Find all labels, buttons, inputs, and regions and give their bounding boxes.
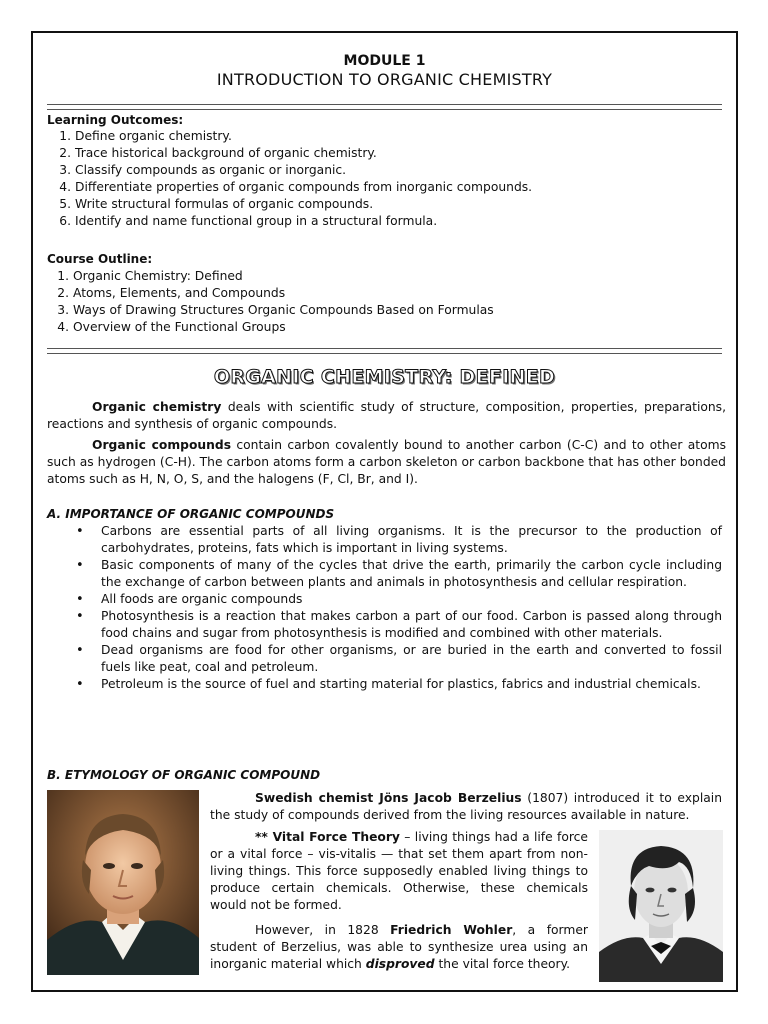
importance-heading: A. IMPORTANCE OF ORGANIC COMPOUNDS bbox=[47, 507, 335, 521]
learning-outcomes-list bbox=[49, 128, 532, 230]
double-rule-middle bbox=[47, 348, 722, 354]
list-item: 4. Overview of the Functional Groups bbox=[57, 320, 286, 334]
list-item: 4. Differentiate properties of organic compounds from inorganic compounds. bbox=[59, 180, 533, 194]
course-outline-list bbox=[47, 268, 494, 336]
importance-list bbox=[68, 523, 722, 693]
page-frame bbox=[31, 31, 738, 992]
list-item: • Carbons are essential parts of all living organisms. It is the precursor to the production of carbohydrates, proteins, fats which is important in living systems. bbox=[68, 523, 722, 557]
section-title: ORGANIC CHEMISTRY: DEFINED bbox=[213, 366, 556, 388]
list-item: 5. Write structural formulas of organic compounds. bbox=[59, 197, 374, 211]
list-item: 3. Classify compounds as organic or inorganic. bbox=[59, 163, 347, 177]
vital-force-paragraph: ** Vital Force Theory – living things had a life force or a vital force – vis-vitalis — that set them apart from non-living things. This force supposedly enabled living things to produce certain chemicals. Otherwise, these chemicals would not be formed. bbox=[210, 830, 588, 912]
list-item: 2. Trace historical background of organic chemistry. bbox=[59, 146, 377, 160]
list-item: 1. Define organic chemistry. bbox=[59, 129, 232, 143]
compounds-paragraph: Organic compounds contain carbon covalently bound to another carbon (C-C) and to other atoms such as hydrogen (C-H). The carbon atoms form a carbon skeleton or carbon backbone that has other bonded atoms such as H, N, O, S, and the halogens (F, Cl, Br, and I). bbox=[47, 438, 726, 486]
berzelius-portrait bbox=[47, 790, 199, 975]
list-item: 6. Identify and name functional group in a structural formula. bbox=[59, 214, 438, 228]
list-item: 3. Ways of Drawing Structures Organic Compounds Based on Formulas bbox=[57, 303, 494, 317]
learning-outcomes-heading: Learning Outcomes: bbox=[47, 113, 184, 127]
list-item: • Dead organisms are food for other organisms, or are buried in the earth and converted to fossil fuels like peat, coal and petroleum. bbox=[68, 642, 722, 676]
berzelius-paragraph: Swedish chemist Jöns Jacob Berzelius (1807) introduced it to explain the study of compounds derived from the living resources available in nature. bbox=[210, 791, 722, 822]
list-item: • All foods are organic compounds bbox=[68, 591, 722, 608]
list-item: • Photosynthesis is a reaction that makes carbon a part of our food. Carbon is passed along through food chains and sugar from photosynthesis is modified and combined with other materials. bbox=[68, 608, 722, 642]
list-item: 1. Organic Chemistry: Defined bbox=[57, 269, 243, 283]
module-number: MODULE 1 bbox=[343, 53, 426, 69]
module-title: INTRODUCTION TO ORGANIC CHEMISTRY bbox=[216, 70, 553, 89]
list-item: 2. Atoms, Elements, and Compounds bbox=[57, 286, 286, 300]
course-outline-heading: Course Outline: bbox=[47, 252, 153, 266]
wohler-paragraph: However, in 1828 Friedrich Wohler, a former student of Berzelius, was able to synthesize urea using an inorganic material which disproved the vital force theory. bbox=[210, 923, 588, 971]
list-item: • Petroleum is the source of fuel and starting material for plastics, fabrics and industrial chemicals. bbox=[68, 676, 722, 693]
definition-paragraph: Organic chemistry deals with scientific study of structure, composition, properties, preparations, reactions and synthesis of organic compounds. bbox=[47, 400, 726, 431]
double-rule-top bbox=[47, 104, 722, 110]
wohler-portrait bbox=[599, 830, 723, 982]
list-item: • Basic components of many of the cycles that drive the earth, primarily the carbon cycle including the exchange of carbon between plants and animals in photosynthesis and cellular respiration. bbox=[68, 557, 722, 591]
etymology-heading: B. ETYMOLOGY OF ORGANIC COMPOUND bbox=[47, 768, 321, 782]
